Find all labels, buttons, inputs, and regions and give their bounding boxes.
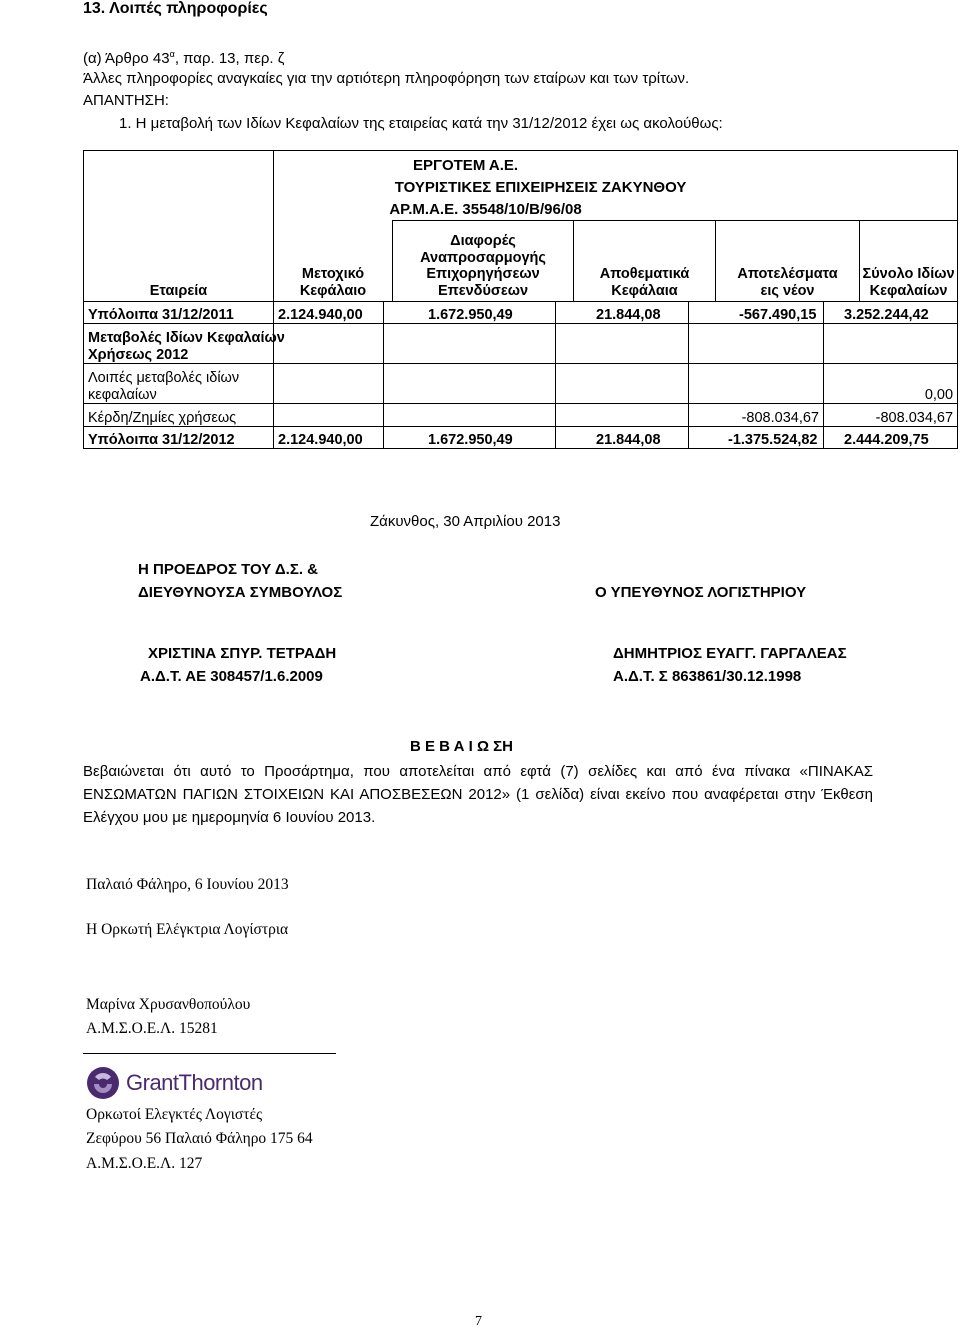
row-profit-loss-c4 (556, 404, 689, 427)
row-changes-label (84, 324, 285, 364)
firm-logo-text: GrantThornton (126, 1070, 263, 1095)
row-other-changes-c4 (556, 364, 689, 404)
row-profit-loss-c3 (384, 404, 556, 427)
row-balance-2011-retained: -567.490,15 (689, 302, 824, 324)
row-balance-2012-total: 2.444.209,75 (824, 427, 958, 449)
row-other-changes-label-line2: κεφαλαίων (88, 386, 157, 403)
row-changes-label-line1: Μεταβολές Ιδίων Κεφαλαίων (88, 330, 285, 346)
header-company (84, 151, 274, 302)
row-changes-c3 (384, 324, 556, 364)
signature-line (83, 1053, 336, 1054)
firm-address: Ζεφύρου 56 Παλαιό Φάληρο 175 64 (86, 1130, 313, 1147)
header-reserves-line2: Κεφάλαια (611, 282, 678, 299)
row-other-changes-label-line1: Λοιπές μεταβολές ιδίων (88, 370, 240, 386)
row-balance-2011-total: 3.252.244,42 (824, 302, 958, 324)
row-other-changes-c2 (274, 364, 384, 404)
section-title: 13. Λοιπές πληροφορίες (83, 0, 268, 17)
item-a-heading (83, 49, 284, 67)
header-revaluation (392, 220, 573, 301)
left-signatory-name: ΧΡΙΣΤΙΝΑ ΣΠΥΡ. ΤΕΤΡΑΔΗ (148, 645, 337, 662)
row-profit-loss-c2 (274, 404, 384, 427)
auditor-place-date: Παλαιό Φάληρο, 6 Ιουνίου 2013 (86, 876, 289, 893)
right-signatory-title: Ο ΥΠΕΥΘΥΝΟΣ ΛΟΓΙΣΤΗΡΙΟΥ (595, 584, 807, 601)
row-profit-loss-total: -808.034,67 (824, 404, 958, 427)
row-balance-2012-reserves: 21.844,08 (556, 427, 689, 449)
row-balance-2012-revaluation: 1.672.950,49 (384, 427, 556, 449)
row-balance-2011-revaluation: 1.672.950,49 (384, 302, 556, 324)
answer-label: ΑΠΑΝΤΗΣΗ: (83, 92, 169, 109)
header-revaluation-line2: Αναπροσαρμογής (420, 249, 546, 266)
auditor-registration: Α.Μ.Σ.Ο.Ε.Λ. 15281 (86, 1020, 218, 1037)
answer-item: 1. Η μεταβολή των Ιδίων Κεφαλαίων της εταιρείας κατά την 31/12/2012 έχει ως ακολούθως: (119, 115, 723, 132)
header-revaluation-line4: Επενδύσεων (437, 282, 529, 299)
company-title-block (274, 155, 957, 221)
row-profit-loss-retained: -808.034,67 (689, 404, 824, 427)
header-share-capital-line2: Κεφάλαιο (299, 282, 367, 299)
item-a-label: (α) Άρθρο 43 (83, 50, 170, 67)
header-retained-earnings (715, 220, 859, 301)
firm-description: Ορκωτοί Ελεγκτές Λογιστές (86, 1106, 263, 1123)
row-other-changes-label (84, 364, 274, 404)
table-header-row (84, 151, 958, 302)
header-retained-earnings-line1: Αποτελέσματα (737, 266, 838, 282)
table-row (84, 427, 958, 449)
header-company-label: Εταιρεία (149, 282, 208, 299)
table-row (84, 404, 958, 427)
company-registration: ΑΡ.Μ.Α.Ε. 35548/10/Β/96/08 (389, 201, 582, 218)
header-total-equity-line2: Κεφαλαίων (869, 282, 948, 299)
row-changes-c2 (274, 324, 384, 364)
row-balance-2012-retained: -1.375.524,82 (689, 427, 824, 449)
row-balance-2012-label: Υπόλοιπα 31/12/2012 (84, 427, 274, 449)
header-share-capital (274, 220, 392, 301)
header-reserves-line1: Αποθεματικά (599, 266, 690, 282)
header-total-equity (859, 220, 957, 301)
row-other-changes-c5 (689, 364, 824, 404)
attestation-body: Βεβαιώνεται ότι αυτό το Προσάρτημα, που αποτελείται από εφτά (7) σελίδες και από ένα πίνακα «ΠΙΝΑΚΑΣ ΕΝΣΩΜΑΤΩΝ ΠΑΓΙΩΝ ΣΤΟΙΧΕΙΩΝ ΚΑΙ ΑΠΟΣΒΕΣΕΩΝ 2012» (1 σελίδα) είναι εκείνο που αναφέρεται στην Έκθεση Ελέγχου μου με ημερομηνία 6 Ιουνίου 2013. (83, 763, 873, 826)
header-retained-earnings-line2: εις νέον (760, 282, 815, 299)
auditor-role: Η Ορκωτή Ελέγκτρια Λογίστρια (86, 921, 289, 938)
row-changes-c5 (689, 324, 824, 364)
row-balance-2011-label: Υπόλοιπα 31/12/2011 (84, 302, 274, 324)
left-signatory-title-1: Η ΠΡΟΕΔΡΟΣ ΤΟΥ Δ.Σ. & (138, 561, 319, 578)
signature-place-date: Ζάκυνθος, 30 Απριλίου 2013 (370, 513, 561, 530)
row-profit-loss-label: Κέρδη/Ζημίες χρήσεως (84, 404, 274, 427)
item-a-rest: , παρ. 13, περ. ζ (174, 50, 285, 67)
other-info-text: Άλλες πληροφορίες αναγκαίες για την αρτιότερη πληροφόρηση των εταίρων και των τρίτων. (83, 70, 690, 87)
grant-thornton-logo-icon (86, 1066, 120, 1100)
header-revaluation-line1: Διαφορές (450, 233, 516, 249)
left-signatory-title-2: ΔΙΕΥΘΥΝΟΥΣΑ ΣΥΜΒΟΥΛΟΣ (138, 584, 343, 601)
table-row (84, 364, 958, 404)
header-share-capital-line1: Μετοχικό (301, 266, 365, 282)
row-balance-2012-share-capital: 2.124.940,00 (274, 427, 384, 449)
header-total-equity-line1: Σύνολο Ιδίων (862, 266, 955, 282)
table-row (84, 324, 958, 364)
left-signatory-id: Α.Δ.Τ. ΑΕ 308457/1.6.2009 (140, 668, 323, 685)
company-name: ΕΡΓΟΤΕΜ Α.Ε. (412, 157, 519, 174)
item-a-sup: α (169, 49, 175, 59)
header-revaluation-line3: Επιχορηγήσεων (426, 266, 540, 282)
row-other-changes-c3 (384, 364, 556, 404)
firm-registration: Α.Μ.Σ.Ο.Ε.Λ. 127 (86, 1155, 203, 1172)
row-changes-c6 (824, 324, 958, 364)
row-balance-2011-reserves: 21.844,08 (556, 302, 689, 324)
right-signatory-id: Α.Δ.Τ. Σ 863861/30.12.1998 (613, 668, 802, 685)
header-reserves (573, 220, 715, 301)
page-number: 7 (475, 1314, 482, 1329)
row-balance-2011-share-capital: 2.124.940,00 (274, 302, 384, 324)
header-group (274, 151, 958, 302)
row-changes-c4 (556, 324, 689, 364)
row-changes-label-line2: Χρήσεως 2012 (88, 346, 189, 363)
row-other-changes-total: 0,00 (824, 364, 958, 404)
auditor-name: Μαρίνα Χρυσανθοπούλου (86, 996, 251, 1013)
equity-changes-table (83, 150, 958, 449)
attestation-heading: Β Ε Β Α Ι Ω ΣΗ (410, 738, 513, 755)
right-signatory-name: ΔΗΜΗΤΡΙΟΣ ΕΥΑΓΓ. ΓΑΡΓΑΛΕΑΣ (613, 645, 847, 662)
company-subtitle: ΤΟΥΡΙΣΤΙΚΕΣ ΕΠΙΧΕΙΡΗΣΕΙΣ ΖΑΚΥΝΘΟΥ (394, 179, 687, 196)
table-row (84, 302, 958, 324)
